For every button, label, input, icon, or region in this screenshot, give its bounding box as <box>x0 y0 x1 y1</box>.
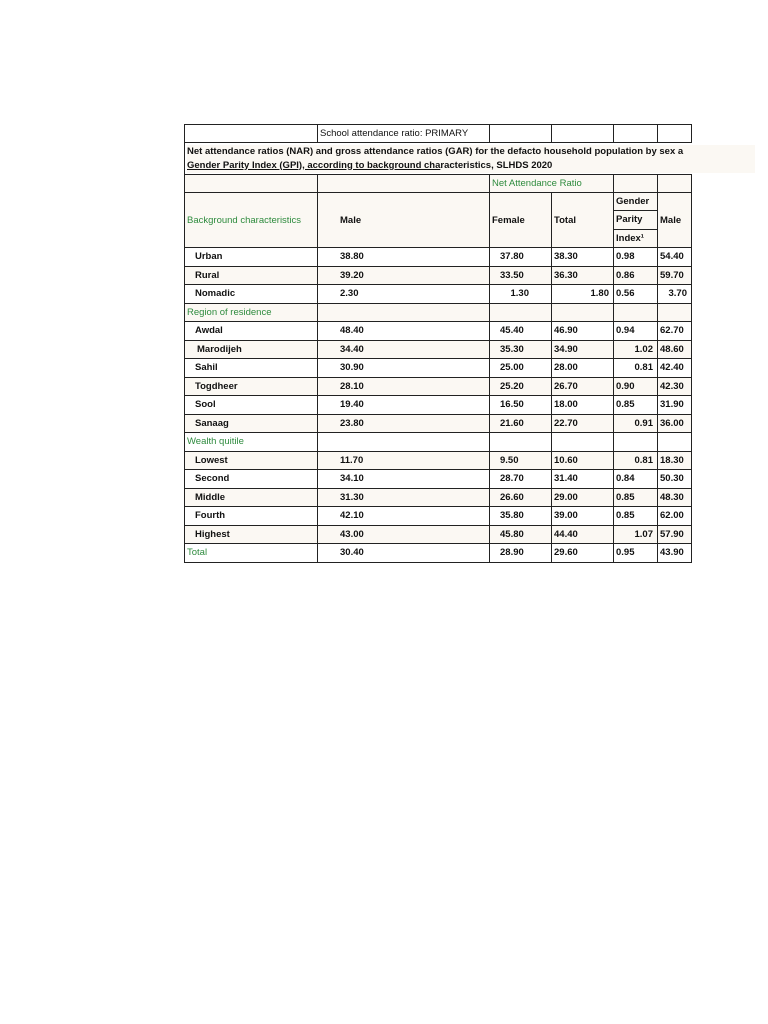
title-line-1: Net attendance ratios (NAR) and gross attendance ratios (GAR) for the defacto household population by sex a <box>187 145 684 157</box>
empty-cell[interactable] <box>551 125 613 142</box>
table-row <box>184 322 692 341</box>
cell-female[interactable]: 37.80 <box>489 248 551 266</box>
cell-female[interactable]: 28.90 <box>489 544 551 562</box>
gpi-line-1: Gender <box>614 193 657 211</box>
row-label[interactable]: Sool <box>184 396 317 414</box>
cell-male-gar[interactable]: 42.40 <box>657 359 692 377</box>
cell-gpi[interactable]: 0.86 <box>613 267 657 285</box>
cell-female[interactable]: 1.30 <box>489 285 551 303</box>
cell-total[interactable]: 38.30 <box>551 248 613 266</box>
row-label[interactable]: Rural <box>184 267 317 285</box>
cell-male-gar[interactable]: 62.70 <box>657 322 692 340</box>
header-male-gar[interactable]: Male <box>657 193 692 247</box>
cell-male-gar[interactable]: 36.00 <box>657 415 692 433</box>
cell-male-gar[interactable]: 42.30 <box>657 378 692 396</box>
cell-female[interactable]: 45.40 <box>489 322 551 340</box>
table-body <box>184 248 692 563</box>
header-background-characteristics[interactable]: Background characteristics <box>184 193 317 247</box>
cell-gpi[interactable]: 1.07 <box>613 526 657 544</box>
cell-total[interactable]: 28.00 <box>551 359 613 377</box>
header-female[interactable]: Female <box>489 193 551 247</box>
cell-total[interactable]: 34.90 <box>551 341 613 359</box>
table-row <box>184 285 692 304</box>
cell-male[interactable]: 48.40 <box>317 322 489 340</box>
row-label[interactable]: Awdal <box>184 322 317 340</box>
cell-total[interactable]: 22.70 <box>551 415 613 433</box>
cell-gpi[interactable]: 0.95 <box>613 544 657 562</box>
cell-total[interactable]: 29.00 <box>551 489 613 507</box>
title-line-2 <box>187 159 755 173</box>
cell-male[interactable]: 2.30 <box>317 285 489 303</box>
cell-male-gar[interactable]: 18.30 <box>657 452 692 470</box>
title-line-2-underlined: Gender Parity Index (GPI), according to background cha <box>187 159 441 171</box>
row-label[interactable]: Highest <box>184 526 317 544</box>
title-line-2-rest: racteristics, SLHDS 2020 <box>440 159 553 171</box>
table-row <box>184 248 692 267</box>
section-label[interactable]: Wealth quitile <box>184 433 317 451</box>
empty-cell[interactable] <box>657 125 692 142</box>
empty-cell[interactable] <box>317 304 489 322</box>
empty-cell[interactable] <box>551 304 613 322</box>
cell-male[interactable]: 19.40 <box>317 396 489 414</box>
cell-male[interactable]: 30.90 <box>317 359 489 377</box>
cell-female[interactable]: 45.80 <box>489 526 551 544</box>
cell-total[interactable]: 36.30 <box>551 267 613 285</box>
cell-female[interactable]: 28.70 <box>489 470 551 488</box>
header-columns-row <box>184 193 692 248</box>
cell-male[interactable]: 38.80 <box>317 248 489 266</box>
cell-female[interactable]: 35.80 <box>489 507 551 525</box>
cell-female[interactable]: 35.30 <box>489 341 551 359</box>
table-section-row <box>184 304 692 323</box>
cell-gpi[interactable]: 0.56 <box>613 285 657 303</box>
row-label[interactable]: Lowest <box>184 452 317 470</box>
header-group-row <box>184 175 692 194</box>
cell-gpi[interactable]: 1.02 <box>613 341 657 359</box>
empty-cell[interactable] <box>613 433 657 451</box>
table-caption[interactable]: School attendance ratio: PRIMARY <box>317 125 489 142</box>
cell-gpi[interactable]: 0.90 <box>613 378 657 396</box>
cell-male[interactable]: 34.10 <box>317 470 489 488</box>
cell-male[interactable]: 39.20 <box>317 267 489 285</box>
cell-male-gar[interactable]: 3.70 <box>657 285 692 303</box>
cell-gpi[interactable]: 0.91 <box>613 415 657 433</box>
table-row <box>184 452 692 471</box>
cell-gpi[interactable]: 0.85 <box>613 489 657 507</box>
table-row <box>184 415 692 434</box>
cell-gpi[interactable]: 0.98 <box>613 248 657 266</box>
row-label[interactable]: Fourth <box>184 507 317 525</box>
cell-male-gar[interactable]: 48.30 <box>657 489 692 507</box>
empty-cell[interactable] <box>657 175 692 193</box>
empty-cell[interactable] <box>184 175 317 193</box>
cell-male-gar[interactable]: 31.90 <box>657 396 692 414</box>
cell-male[interactable]: 30.40 <box>317 544 489 562</box>
title-cell-a[interactable] <box>184 125 317 142</box>
cell-gpi[interactable]: 0.94 <box>613 322 657 340</box>
cell-male-gar[interactable]: 50.30 <box>657 470 692 488</box>
cell-male[interactable]: 31.30 <box>317 489 489 507</box>
empty-cell[interactable] <box>613 175 657 193</box>
cell-gpi[interactable]: 0.85 <box>613 507 657 525</box>
row-label[interactable]: Urban <box>184 248 317 266</box>
table-total-row <box>184 544 692 563</box>
cell-total[interactable]: 1.80 <box>551 285 613 303</box>
table-row <box>184 470 692 489</box>
empty-cell[interactable] <box>489 304 551 322</box>
cell-gpi[interactable]: 0.84 <box>613 470 657 488</box>
cell-male-gar[interactable]: 48.60 <box>657 341 692 359</box>
table-row <box>184 378 692 397</box>
cell-male[interactable]: 28.10 <box>317 378 489 396</box>
table-title-block <box>184 143 692 175</box>
header-net-attendance-ratio[interactable]: Net Attendance Ratio <box>489 175 613 193</box>
table-row <box>184 341 692 360</box>
cell-female[interactable]: 9.50 <box>489 452 551 470</box>
table-row <box>184 526 692 545</box>
row-label[interactable]: Sanaag <box>184 415 317 433</box>
cell-total[interactable]: 26.70 <box>551 378 613 396</box>
cell-male[interactable]: 11.70 <box>317 452 489 470</box>
cell-total[interactable]: 10.60 <box>551 452 613 470</box>
cell-male-gar[interactable]: 54.40 <box>657 248 692 266</box>
total-label[interactable]: Total <box>184 544 317 562</box>
empty-cell[interactable] <box>657 304 692 322</box>
cell-gpi[interactable]: 0.85 <box>613 396 657 414</box>
attendance-table <box>184 124 692 563</box>
cell-female[interactable]: 25.00 <box>489 359 551 377</box>
cell-gpi[interactable]: 0.81 <box>613 452 657 470</box>
empty-cell[interactable] <box>551 433 613 451</box>
cell-female[interactable]: 33.50 <box>489 267 551 285</box>
cell-total[interactable]: 39.00 <box>551 507 613 525</box>
cell-gpi[interactable]: 0.81 <box>613 359 657 377</box>
cell-male-gar[interactable]: 62.00 <box>657 507 692 525</box>
cell-total[interactable]: 29.60 <box>551 544 613 562</box>
table-row <box>184 359 692 378</box>
row-label[interactable]: Togdheer <box>184 378 317 396</box>
row-label[interactable]: Sahil <box>184 359 317 377</box>
empty-cell[interactable] <box>657 433 692 451</box>
empty-cell[interactable] <box>317 175 489 193</box>
empty-cell[interactable] <box>613 125 657 142</box>
gpi-line-2: Parity <box>614 211 657 229</box>
header-gender-parity-index[interactable] <box>613 193 657 247</box>
cell-male[interactable]: 34.40 <box>317 341 489 359</box>
cell-male-gar[interactable]: 43.90 <box>657 544 692 562</box>
gpi-line-3: Index¹ <box>616 232 644 244</box>
cell-male[interactable]: 42.10 <box>317 507 489 525</box>
empty-cell[interactable] <box>613 304 657 322</box>
row-label[interactable]: Second <box>184 470 317 488</box>
row-label[interactable]: Marodijeh <box>184 341 317 359</box>
table-row <box>184 267 692 286</box>
cell-total[interactable]: 31.40 <box>551 470 613 488</box>
cell-female[interactable]: 21.60 <box>489 415 551 433</box>
section-label[interactable]: Region of residence <box>184 304 317 322</box>
cell-male[interactable]: 23.80 <box>317 415 489 433</box>
empty-cell[interactable] <box>489 125 551 142</box>
row-label[interactable]: Nomadic <box>184 285 317 303</box>
table-title-row <box>184 124 692 143</box>
header-male[interactable]: Male <box>317 193 489 247</box>
cell-male[interactable]: 43.00 <box>317 526 489 544</box>
table-row <box>184 396 692 415</box>
cell-female[interactable]: 25.20 <box>489 378 551 396</box>
cell-total[interactable]: 46.90 <box>551 322 613 340</box>
cell-female[interactable]: 16.50 <box>489 396 551 414</box>
row-label[interactable]: Middle <box>184 489 317 507</box>
table-section-row <box>184 433 692 452</box>
empty-cell[interactable] <box>317 433 489 451</box>
header-total[interactable]: Total <box>551 193 613 247</box>
cell-total[interactable]: 18.00 <box>551 396 613 414</box>
table-title[interactable] <box>187 145 755 173</box>
cell-total[interactable]: 44.40 <box>551 526 613 544</box>
cell-female[interactable]: 26.60 <box>489 489 551 507</box>
empty-cell[interactable] <box>489 433 551 451</box>
cell-male-gar[interactable]: 59.70 <box>657 267 692 285</box>
cell-male-gar[interactable]: 57.90 <box>657 526 692 544</box>
table-row <box>184 507 692 526</box>
table-row <box>184 489 692 508</box>
